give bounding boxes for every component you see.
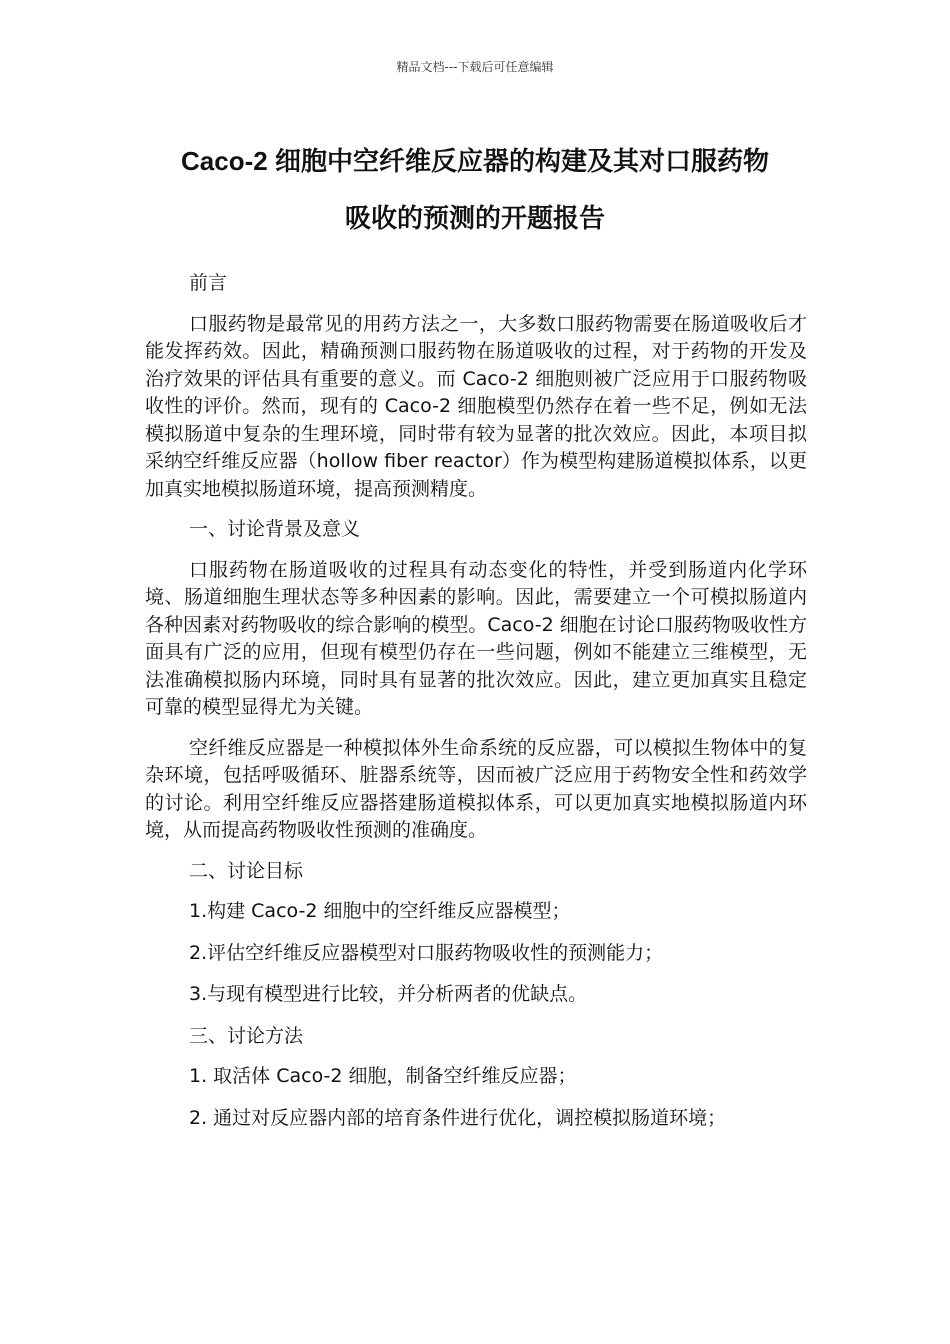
document-body (145, 270, 807, 1146)
preface-heading: 前言 (189, 272, 228, 294)
background-paragraph-1: 口服药物在肠道吸收的过程具有动态变化的特性，并受到肠道内化学环境、肠道细胞生理状态等多种因素的影响。因此，需要建立一个可模拟肠道内各种因素对药物吸收的综合影响的模型。Caco-2 细胞在讨论口服药物吸收性方面具有广泛的应用，但现有模型仍存在一些问题，例如不能建立三维模型，无法准确模拟肠内环境，同时具有显著的批次效应。因此，建立更加真实且稳定可靠的模型显得尤为关键。 (145, 558, 807, 718)
title-line-2: 吸收的预测的开题报告 (344, 203, 605, 233)
document-title (145, 133, 805, 247)
method-item: 2. 通过对反应器内部的培育条件进行优化，调控模拟肠道环境； (189, 1106, 727, 1129)
background-heading: 一、讨论背景及意义 (189, 518, 361, 540)
objective-item: 2.评估空纤维反应器模型对口服药物吸收性的预测能力； (189, 941, 664, 964)
preface-paragraph: 口服药物是最常见的用药方法之一，大多数口服药物需要在肠道吸收后才能发挥药效。因此，精确预测口服药物在肠道吸收的过程，对于药物的开发及治疗效果的评估具有重要的意义。而 Caco-2 细胞则被广泛应用于口服药物吸收性的评价。然而，现有的 Caco-2 细胞模型仍然存在着一些不足，例如无法模拟肠道中复杂的生理环境，同时带有较为显著的批次效应。因此，本项目拟采纳空纤维反应器（hollow fiber reactor）作为模型构建肠道模拟体系，以更加真实地模拟肠道环境，提高预测精度。 (145, 312, 807, 500)
header-note: 精品文档---下载后可任意编辑 (396, 60, 554, 74)
title-line-1: Caco-2 细胞中空纤维反应器的构建及其对口服药物 (181, 146, 769, 176)
method-item: 1. 取活体 Caco-2 细胞，制备空纤维反应器； (189, 1065, 577, 1087)
objectives-heading: 二、讨论目标 (189, 859, 304, 882)
objective-item: 1.构建 Caco-2 细胞中的空纤维反应器模型； (189, 900, 571, 922)
background-paragraph-2: 空纤维反应器是一种模拟体外生命系统的反应器，可以模拟生物体中的复杂环境，包括呼吸循环、脏器系统等，因而被广泛应用于药物安全性和药效学的讨论。利用空纤维反应器搭建肠道模拟体系，可以更加真实地模拟肠道内环境，从而提高药物吸收性预测的准确度。 (145, 736, 807, 841)
methods-heading: 三、讨论方法 (189, 1024, 304, 1047)
objective-item: 3.与现有模型进行比较，并分析两者的优缺点。 (189, 983, 588, 1005)
